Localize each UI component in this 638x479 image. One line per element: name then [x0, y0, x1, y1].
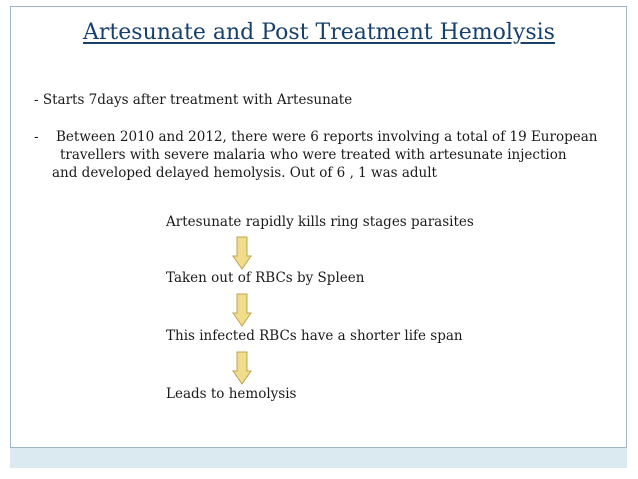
slide-footer-bar — [10, 447, 627, 468]
flow-step-3: This infected RBCs have a shorter life span — [166, 328, 463, 344]
bullet-reports — [34, 128, 597, 182]
bullet-dash: - — [34, 129, 39, 145]
bullet-reports-line-3: and developed delayed hemolysis. Out of 6 , 1 was adult — [52, 165, 437, 181]
flow-step-2: Taken out of RBCs by Spleen — [166, 270, 365, 286]
bullet-onset: - Starts 7days after treatment with Artesunate — [34, 92, 353, 108]
bullet-reports-text-1: Between 2010 and 2012, there were 6 reports involving a total of 19 European — [56, 129, 598, 145]
down-arrow-icon — [232, 293, 252, 327]
flow-step-1: Artesunate rapidly kills ring stages parasites — [166, 214, 474, 230]
slide-frame — [10, 6, 627, 468]
slide-title: Artesunate and Post Treatment Hemolysis — [83, 20, 555, 45]
down-arrow-icon — [232, 351, 252, 385]
bullet-reports-line-2: travellers with severe malaria who were treated with artesunate injection — [60, 147, 567, 163]
down-arrow-icon — [232, 236, 252, 270]
bullet-reports-line-1 — [34, 128, 597, 146]
flow-step-4: Leads to hemolysis — [166, 386, 297, 402]
